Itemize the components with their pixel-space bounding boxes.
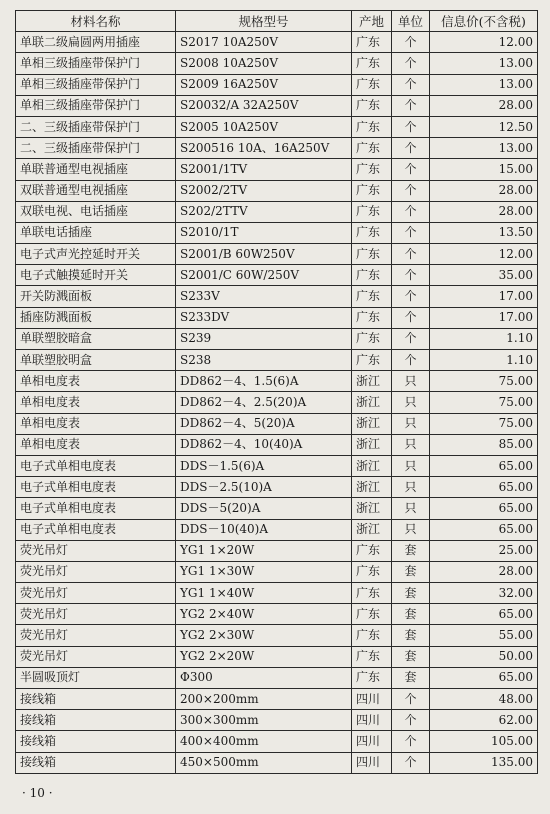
- cell-unit: 个: [392, 32, 430, 53]
- cell-origin: 广东: [352, 74, 392, 95]
- header-price: 信息价(不含税): [430, 11, 538, 32]
- table-row: [16, 604, 538, 625]
- table-row: [16, 646, 538, 667]
- table-row: [16, 32, 538, 53]
- cell-price: 65.00: [430, 477, 538, 498]
- cell-unit: 个: [392, 731, 430, 752]
- cell-unit: 个: [392, 710, 430, 731]
- cell-spec-model: DD862－4、1.5(6)A: [176, 371, 352, 392]
- cell-spec-model: DD862－4、2.5(20)A: [176, 392, 352, 413]
- cell-origin: 广东: [352, 222, 392, 243]
- cell-price: 13.00: [430, 74, 538, 95]
- table-row: [16, 561, 538, 582]
- cell-price: 13.00: [430, 53, 538, 74]
- cell-material-name: 电子式单相电度表: [16, 519, 176, 540]
- cell-price: 12.00: [430, 244, 538, 265]
- cell-unit: 套: [392, 540, 430, 561]
- cell-spec-model: YG1 1×30W: [176, 561, 352, 582]
- cell-unit: 个: [392, 180, 430, 201]
- cell-material-name: 接线箱: [16, 710, 176, 731]
- cell-spec-model: S233V: [176, 286, 352, 307]
- cell-origin: 广东: [352, 265, 392, 286]
- cell-price: 28.00: [430, 180, 538, 201]
- cell-price: 65.00: [430, 604, 538, 625]
- cell-price: 75.00: [430, 413, 538, 434]
- cell-price: 1.10: [430, 328, 538, 349]
- cell-spec-model: S20032/A 32A250V: [176, 95, 352, 116]
- cell-price: 28.00: [430, 201, 538, 222]
- cell-origin: 广东: [352, 561, 392, 582]
- cell-material-name: 电子式单相电度表: [16, 477, 176, 498]
- cell-unit: 只: [392, 477, 430, 498]
- cell-unit: 套: [392, 667, 430, 688]
- cell-spec-model: S2009 16A250V: [176, 74, 352, 95]
- cell-price: 75.00: [430, 371, 538, 392]
- table-row: [16, 625, 538, 646]
- cell-unit: 只: [392, 519, 430, 540]
- cell-origin: 浙江: [352, 477, 392, 498]
- cell-spec-model: S238: [176, 350, 352, 371]
- cell-origin: 广东: [352, 286, 392, 307]
- cell-spec-model: 300×300mm: [176, 710, 352, 731]
- header-material-name: 材料名称: [16, 11, 176, 32]
- table-row: [16, 116, 538, 137]
- cell-material-name: 单相电度表: [16, 371, 176, 392]
- header-unit: 单位: [392, 11, 430, 32]
- cell-origin: 广东: [352, 159, 392, 180]
- cell-unit: 个: [392, 244, 430, 265]
- table-row: [16, 350, 538, 371]
- cell-material-name: 插座防溅面板: [16, 307, 176, 328]
- cell-unit: 个: [392, 53, 430, 74]
- cell-material-name: 单联二级扁圆两用插座: [16, 32, 176, 53]
- cell-price: 62.00: [430, 710, 538, 731]
- cell-origin: 广东: [352, 625, 392, 646]
- table-row: [16, 53, 538, 74]
- cell-spec-model: S2002/2TV: [176, 180, 352, 201]
- table-row: [16, 392, 538, 413]
- cell-material-name: 单相三级插座带保护门: [16, 95, 176, 116]
- cell-spec-model: S2008 10A250V: [176, 53, 352, 74]
- cell-material-name: 荧光吊灯: [16, 646, 176, 667]
- cell-material-name: 双联电视、电话插座: [16, 201, 176, 222]
- cell-unit: 个: [392, 138, 430, 159]
- cell-spec-model: Φ300: [176, 667, 352, 688]
- cell-price: 32.00: [430, 583, 538, 604]
- table-row: [16, 413, 538, 434]
- cell-unit: 个: [392, 752, 430, 773]
- cell-origin: 广东: [352, 350, 392, 371]
- cell-unit: 套: [392, 561, 430, 582]
- cell-material-name: 接线箱: [16, 689, 176, 710]
- cell-origin: 广东: [352, 667, 392, 688]
- cell-unit: 个: [392, 222, 430, 243]
- table-row: [16, 498, 538, 519]
- cell-origin: 四川: [352, 710, 392, 731]
- cell-origin: 浙江: [352, 498, 392, 519]
- cell-unit: 套: [392, 646, 430, 667]
- table-row: [16, 583, 538, 604]
- cell-material-name: 单相电度表: [16, 392, 176, 413]
- cell-origin: 广东: [352, 646, 392, 667]
- cell-material-name: 二、三级插座带保护门: [16, 116, 176, 137]
- cell-origin: 广东: [352, 540, 392, 561]
- cell-material-name: 单联塑胶明盒: [16, 350, 176, 371]
- cell-price: 12.00: [430, 32, 538, 53]
- cell-spec-model: S202/2TTV: [176, 201, 352, 222]
- cell-price: 65.00: [430, 498, 538, 519]
- cell-unit: 只: [392, 392, 430, 413]
- table-body: [16, 32, 538, 774]
- cell-origin: 广东: [352, 604, 392, 625]
- cell-price: 65.00: [430, 455, 538, 476]
- cell-price: 1.10: [430, 350, 538, 371]
- table-row: [16, 477, 538, 498]
- cell-spec-model: S239: [176, 328, 352, 349]
- cell-origin: 四川: [352, 689, 392, 710]
- cell-spec-model: S2005 10A250V: [176, 116, 352, 137]
- cell-unit: 个: [392, 159, 430, 180]
- table-row: [16, 731, 538, 752]
- cell-spec-model: S2010/1T: [176, 222, 352, 243]
- cell-material-name: 开关防溅面板: [16, 286, 176, 307]
- cell-spec-model: YG1 1×40W: [176, 583, 352, 604]
- header-origin: 产地: [352, 11, 392, 32]
- cell-price: 28.00: [430, 561, 538, 582]
- cell-spec-model: YG2 2×30W: [176, 625, 352, 646]
- cell-unit: 套: [392, 604, 430, 625]
- cell-spec-model: DD862－4、10(40)A: [176, 434, 352, 455]
- cell-material-name: 电子式单相电度表: [16, 498, 176, 519]
- cell-spec-model: DDS－1.5(6)A: [176, 455, 352, 476]
- cell-material-name: 单联普通型电视插座: [16, 159, 176, 180]
- cell-unit: 个: [392, 74, 430, 95]
- cell-material-name: 双联普通型电视插座: [16, 180, 176, 201]
- cell-price: 75.00: [430, 392, 538, 413]
- cell-origin: 广东: [352, 180, 392, 201]
- cell-origin: 广东: [352, 95, 392, 116]
- cell-unit: 只: [392, 455, 430, 476]
- cell-price: 35.00: [430, 265, 538, 286]
- cell-unit: 套: [392, 583, 430, 604]
- cell-spec-model: S233DV: [176, 307, 352, 328]
- header-spec-model: 规格型号: [176, 11, 352, 32]
- cell-material-name: 电子式触摸延时开关: [16, 265, 176, 286]
- cell-origin: 浙江: [352, 371, 392, 392]
- cell-origin: 浙江: [352, 434, 392, 455]
- table-row: [16, 540, 538, 561]
- cell-origin: 广东: [352, 116, 392, 137]
- cell-spec-model: S2001/C 60W/250V: [176, 265, 352, 286]
- table-row: [16, 710, 538, 731]
- table-row: [16, 180, 538, 201]
- cell-unit: 个: [392, 350, 430, 371]
- cell-unit: 只: [392, 371, 430, 392]
- cell-origin: 广东: [352, 201, 392, 222]
- table-row: [16, 752, 538, 773]
- cell-price: 105.00: [430, 731, 538, 752]
- page-number: · 10 ·: [22, 786, 53, 800]
- cell-origin: 广东: [352, 583, 392, 604]
- cell-spec-model: DDS－2.5(10)A: [176, 477, 352, 498]
- cell-unit: 套: [392, 625, 430, 646]
- table-row: [16, 244, 538, 265]
- cell-origin: 广东: [352, 307, 392, 328]
- cell-price: 17.00: [430, 286, 538, 307]
- price-table: [15, 10, 538, 774]
- cell-spec-model: S2017 10A250V: [176, 32, 352, 53]
- cell-unit: 只: [392, 413, 430, 434]
- cell-price: 50.00: [430, 646, 538, 667]
- cell-price: 15.00: [430, 159, 538, 180]
- cell-price: 25.00: [430, 540, 538, 561]
- cell-material-name: 单联电话插座: [16, 222, 176, 243]
- cell-material-name: 荧光吊灯: [16, 561, 176, 582]
- cell-spec-model: S200516 10A、16A250V: [176, 138, 352, 159]
- cell-unit: 个: [392, 265, 430, 286]
- cell-spec-model: 200×200mm: [176, 689, 352, 710]
- cell-origin: 广东: [352, 138, 392, 159]
- cell-price: 13.00: [430, 138, 538, 159]
- cell-origin: 广东: [352, 53, 392, 74]
- cell-price: 12.50: [430, 116, 538, 137]
- cell-spec-model: DD862－4、5(20)A: [176, 413, 352, 434]
- table-row: [16, 667, 538, 688]
- cell-price: 55.00: [430, 625, 538, 646]
- cell-material-name: 电子式单相电度表: [16, 455, 176, 476]
- table-row: [16, 95, 538, 116]
- table-header-row: [16, 11, 538, 32]
- cell-origin: 四川: [352, 731, 392, 752]
- cell-unit: 个: [392, 201, 430, 222]
- cell-unit: 个: [392, 689, 430, 710]
- table-row: [16, 455, 538, 476]
- cell-price: 65.00: [430, 667, 538, 688]
- table-row: [16, 159, 538, 180]
- table-row: [16, 307, 538, 328]
- cell-unit: 只: [392, 498, 430, 519]
- cell-spec-model: YG1 1×20W: [176, 540, 352, 561]
- cell-price: 135.00: [430, 752, 538, 773]
- cell-unit: 个: [392, 307, 430, 328]
- cell-material-name: 荧光吊灯: [16, 540, 176, 561]
- cell-unit: 个: [392, 116, 430, 137]
- table-row: [16, 371, 538, 392]
- table-row: [16, 519, 538, 540]
- cell-price: 13.50: [430, 222, 538, 243]
- table-row: [16, 74, 538, 95]
- cell-spec-model: YG2 2×40W: [176, 604, 352, 625]
- cell-spec-model: 400×400mm: [176, 731, 352, 752]
- table-row: [16, 201, 538, 222]
- cell-spec-model: 450×500mm: [176, 752, 352, 773]
- cell-origin: 四川: [352, 752, 392, 773]
- cell-unit: 个: [392, 95, 430, 116]
- table-row: [16, 434, 538, 455]
- cell-unit: 个: [392, 286, 430, 307]
- cell-origin: 浙江: [352, 519, 392, 540]
- cell-spec-model: YG2 2×20W: [176, 646, 352, 667]
- cell-spec-model: S2001/1TV: [176, 159, 352, 180]
- table-row: [16, 222, 538, 243]
- cell-material-name: 接线箱: [16, 731, 176, 752]
- cell-price: 28.00: [430, 95, 538, 116]
- cell-origin: 广东: [352, 328, 392, 349]
- table-row: [16, 265, 538, 286]
- cell-origin: 广东: [352, 244, 392, 265]
- cell-origin: 浙江: [352, 392, 392, 413]
- table-row: [16, 138, 538, 159]
- cell-material-name: 二、三级插座带保护门: [16, 138, 176, 159]
- cell-material-name: 荧光吊灯: [16, 604, 176, 625]
- table-row: [16, 286, 538, 307]
- cell-material-name: 荧光吊灯: [16, 625, 176, 646]
- cell-price: 17.00: [430, 307, 538, 328]
- cell-origin: 浙江: [352, 455, 392, 476]
- cell-price: 85.00: [430, 434, 538, 455]
- cell-spec-model: S2001/B 60W250V: [176, 244, 352, 265]
- cell-material-name: 单相三级插座带保护门: [16, 74, 176, 95]
- table-row: [16, 689, 538, 710]
- cell-material-name: 单联塑胶暗盒: [16, 328, 176, 349]
- cell-unit: 只: [392, 434, 430, 455]
- cell-material-name: 接线箱: [16, 752, 176, 773]
- cell-material-name: 单相电度表: [16, 413, 176, 434]
- cell-material-name: 单相电度表: [16, 434, 176, 455]
- cell-material-name: 荧光吊灯: [16, 583, 176, 604]
- cell-material-name: 电子式声光控延时开关: [16, 244, 176, 265]
- cell-material-name: 单相三级插座带保护门: [16, 53, 176, 74]
- cell-spec-model: DDS－10(40)A: [176, 519, 352, 540]
- table-row: [16, 328, 538, 349]
- cell-price: 65.00: [430, 519, 538, 540]
- cell-unit: 个: [392, 328, 430, 349]
- cell-origin: 浙江: [352, 413, 392, 434]
- cell-price: 48.00: [430, 689, 538, 710]
- cell-material-name: 半圆吸顶灯: [16, 667, 176, 688]
- cell-origin: 广东: [352, 32, 392, 53]
- cell-spec-model: DDS－5(20)A: [176, 498, 352, 519]
